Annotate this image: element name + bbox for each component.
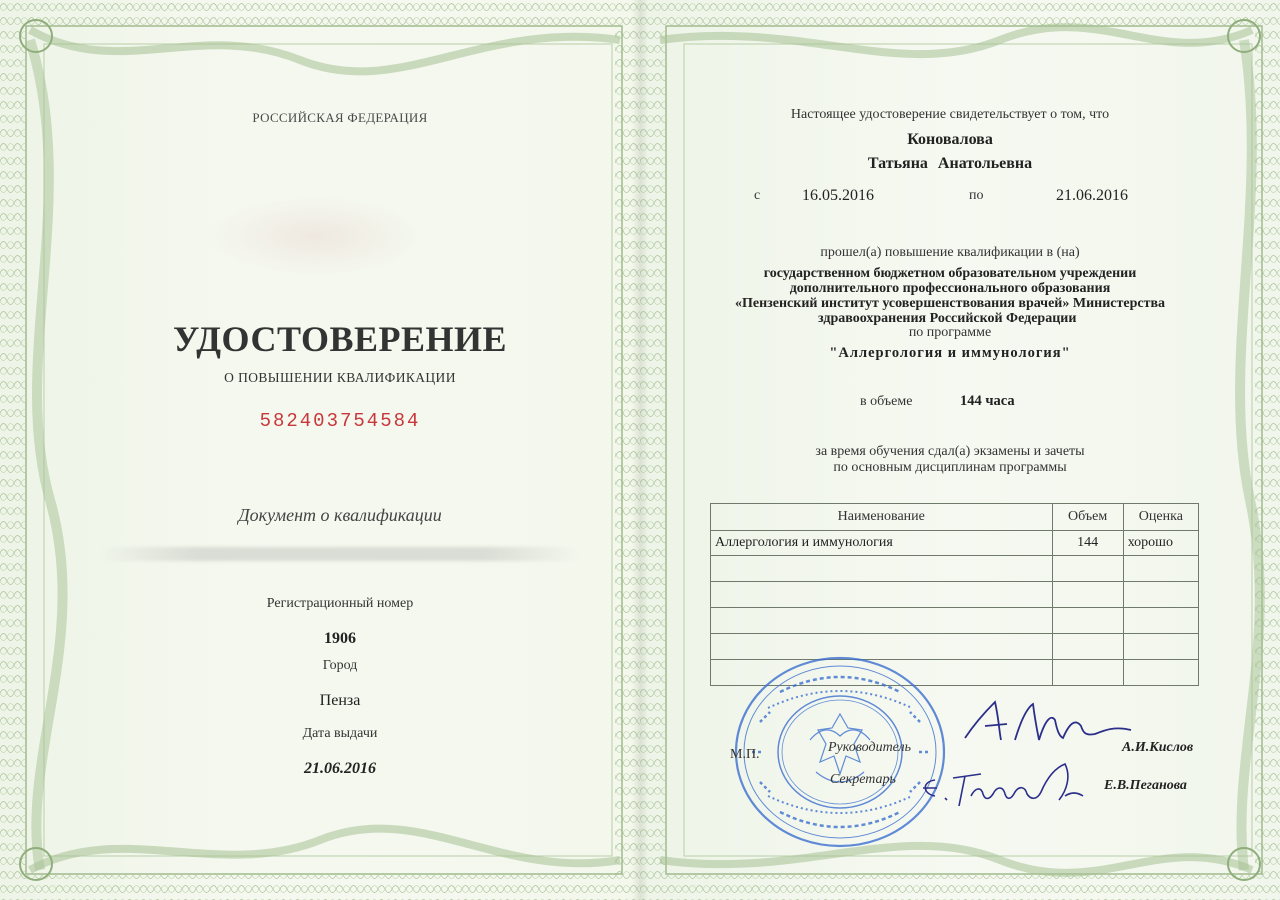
registration-label: Регистрационный номер — [266, 596, 414, 611]
secretary-role-label: Секретарь — [830, 772, 896, 787]
issue-date: 21.06.2016 — [304, 760, 376, 777]
holder-name: Татьяна Анатольевна — [867, 155, 1033, 172]
secretary-signature — [915, 756, 1105, 816]
qualification-doc-label: Документ о квалификации — [238, 505, 442, 525]
issue-date-label: Дата выдачи — [302, 726, 378, 741]
head-name: А.И.Кислов — [1122, 740, 1194, 755]
country-label: РОССИЙСКАЯ ФЕДЕРАЦИЯ — [252, 110, 428, 125]
volume-label: в объеме — [860, 394, 913, 409]
city-label: Город — [322, 658, 358, 673]
exams-text-line: за время обучения сдал(а) экзамены и зачеты — [815, 444, 1085, 459]
institution-line: государственном бюджетном образовательном учреждении — [763, 266, 1137, 281]
header-grade: Оценка — [1123, 504, 1198, 531]
header-volume: Объем — [1052, 504, 1123, 531]
header-name: Наименование — [711, 504, 1053, 531]
passed-training-text: прошел(а) повышение квалификации в (на) — [820, 245, 1080, 260]
faded-text-line — [100, 547, 580, 561]
table-row — [711, 531, 1199, 556]
holder-surname: Коновалова — [907, 131, 993, 148]
faint-emblem — [210, 196, 420, 276]
institution-line: «Пензенский институт усовершенствования врачей» Министерства — [734, 296, 1166, 311]
head-role-label: Руководитель — [828, 740, 912, 755]
period-to-label: по — [969, 188, 984, 203]
registration-number: 1906 — [324, 630, 356, 647]
table-header-row — [711, 504, 1199, 531]
cell-volume: 144 — [1052, 531, 1123, 556]
exams-text-line: по основным дисциплинам программы — [833, 460, 1067, 475]
period-from-label: с — [754, 188, 761, 203]
serial-number: 582403754584 — [259, 410, 421, 432]
table-row-empty — [711, 582, 1199, 608]
document-subtitle: О ПОВЫШЕНИИ КВАЛИФИКАЦИИ — [224, 370, 456, 385]
volume-value: 144 часа — [960, 393, 1015, 409]
city-value: Пенза — [319, 692, 361, 709]
table-row-empty — [711, 556, 1199, 582]
head-signature — [955, 690, 1145, 750]
institution-line: дополнительного профессионального образования — [789, 281, 1111, 296]
intro-text: Настоящее удостоверение свидетельствует о том, что — [790, 107, 1110, 122]
period-to-date: 21.06.2016 — [1056, 187, 1128, 204]
table-row-empty — [711, 608, 1199, 634]
institution-line: здравоохранения Российской Федерации — [818, 311, 1077, 326]
program-label: по программе — [908, 325, 992, 340]
document-title: УДОСТОВЕРЕНИЕ — [172, 319, 508, 359]
cell-discipline: Аллергология и иммунология — [711, 531, 1053, 556]
program-name: "Аллергология и иммунология" — [829, 345, 1071, 361]
secretary-name: Е.В.Пеганова — [1104, 778, 1187, 793]
cell-grade: хорошо — [1123, 531, 1198, 556]
seal-label: М.П. — [730, 747, 760, 762]
period-from-date: 16.05.2016 — [802, 187, 874, 204]
